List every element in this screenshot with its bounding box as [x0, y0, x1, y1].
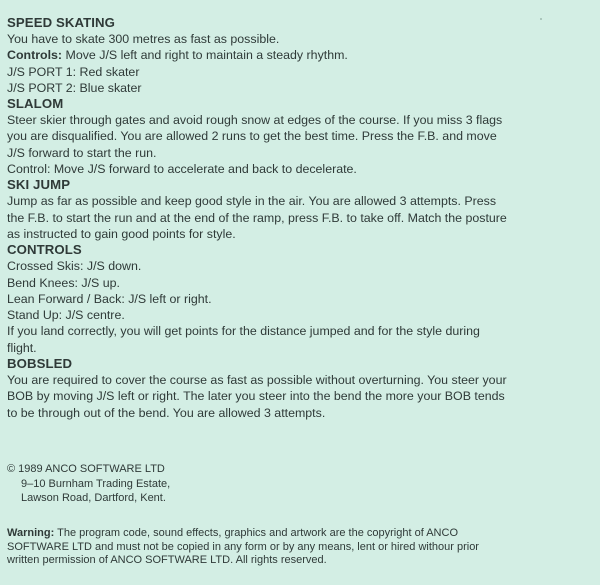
section-controls: [7, 242, 593, 356]
address-line: Lawson Road, Dartford, Kent.: [21, 492, 166, 504]
body-line: Jump as far as possible and keep good style in the air. You are allowed 3 attempts. Press: [7, 194, 497, 209]
body-line: flight.: [7, 340, 37, 355]
body-line: Bend Knees: J/S up.: [7, 275, 120, 290]
section-title: SKI JUMP: [7, 177, 71, 193]
body-line: you are disqualified. You are allowed 2 runs to get the best time. Press the F.B. and move: [7, 129, 497, 144]
body-line: the F.B. to start the run and at the end of the ramp, press F.B. to take off. Match the posture: [7, 210, 507, 225]
section-title: SLALOM: [7, 96, 64, 112]
section-title: CONTROLS: [7, 242, 82, 258]
body-line: If you land correctly, you will get points for the distance jumped and for the style during: [7, 324, 480, 339]
controls-line: [7, 47, 593, 63]
copyright-credits: [7, 462, 170, 506]
controls-text: Move J/S left and right to maintain a steady rhythm.: [62, 48, 348, 63]
body-line: Lean Forward / Back: J/S left or right.: [7, 291, 212, 306]
section-speed-skating: [7, 15, 593, 96]
section-bobsled: [7, 356, 593, 421]
warning-line: SOFTWARE LTD and must not be copied in any form or by any means, lent or hired withour prior: [7, 540, 479, 553]
body-line: BOB by moving J/S left or right. The later you steer into the bend the more your BOB tends: [7, 389, 505, 404]
warning-label: Warning:: [7, 527, 55, 539]
body-line: You have to skate 300 metres as fast as possible.: [7, 32, 280, 46]
body-line: J/S forward to start the run.: [7, 145, 157, 160]
paper-speck: [540, 18, 542, 20]
body-line: Steer skier through gates and avoid rough snow at edges of the course. If you miss 3 flags: [7, 113, 503, 128]
body-line: Stand Up: J/S centre.: [7, 308, 125, 323]
section-title: SPEED SKATING: [7, 15, 116, 30]
instructions-page: [7, 15, 593, 421]
body-line: Crossed Skis: J/S down.: [7, 259, 142, 274]
warning-text: The program code, sound effects, graphics and artwork are the copyright of ANCO: [54, 527, 459, 539]
body-line: as instructed to gain good points for style.: [7, 226, 236, 241]
copyright-line: © 1989 ANCO SOFTWARE LTD: [7, 463, 165, 475]
copyright-warning: [7, 527, 597, 568]
body-line: J/S PORT 2: Blue skater: [7, 80, 142, 95]
body-line: You are required to cover the course as fast as possible without overturning. You steer your: [7, 373, 507, 388]
warning-line: [7, 527, 597, 541]
body-line: to be through out of the bend. You are allowed 3 attempts.: [7, 405, 326, 420]
address-line: 9–10 Burnham Trading Estate,: [21, 477, 171, 490]
controls-label: Controls:: [7, 48, 63, 63]
section-ski-jump: [7, 177, 593, 242]
warning-line: written permission of ANCO SOFTWARE LTD. All rights reserved.: [7, 554, 327, 566]
body-line: Control: Move J/S forward to accelerate and back to decelerate.: [7, 162, 357, 177]
body-line: J/S PORT 1: Red skater: [7, 64, 140, 79]
section-title: BOBSLED: [7, 356, 73, 372]
section-slalom: [7, 96, 593, 177]
